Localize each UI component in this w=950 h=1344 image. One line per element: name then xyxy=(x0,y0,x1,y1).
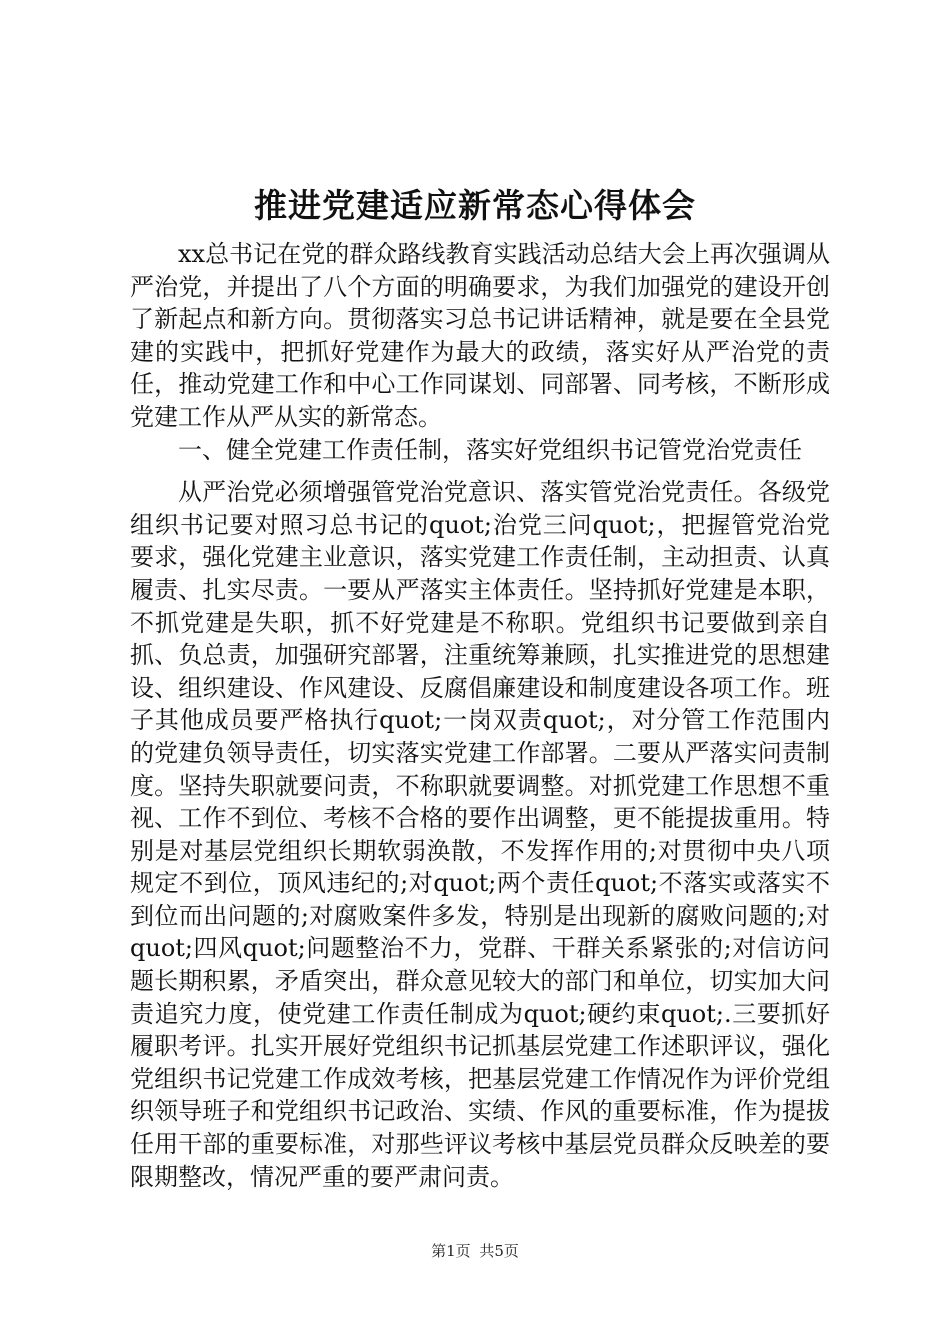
section-heading: 一、健全党建工作责任制，落实好党组织书记管党治党责任 xyxy=(178,435,802,464)
document-body xyxy=(130,238,830,1193)
page-footer xyxy=(0,1240,950,1261)
document-title: 推进党建适应新常态心得体会 xyxy=(254,186,696,225)
page-total: 共5页 xyxy=(479,1242,519,1260)
page-number: 第1页 xyxy=(431,1242,471,1260)
section-paragraph: 从严治党必须增强管党治党意识、落实管党治党责任。各级党组织书记要对照习总书记的quot;治党三问quot;，把握管党治党要求，强化党建主业意识，落实党建工作责任制，主动担责、认真履责、扎实尽责。一要从严落实主体责任。坚持抓好党建是本职，不抓党建是失职，抓不好党建是不称职。党组织书记要做到亲自抓、负总责，加强研究部署，注重统筹兼顾，扎实推进党的思想建设、组织建设、作风建设、反腐倡廉建设和制度建设各项工作。班子其他成员要严格执行quot;一岗双责quot;，对分管工作范围内的党建负领导责任，切实落实党建工作部署。二要从严落实问责制度。坚持失职就要问责，不称职就要调整。对抓党建工作思想不重视、工作不到位、考核不合格的要作出调整，更不能提拔重用。特别是对基层党组织长期软弱涣散，不发挥作用的;对贯彻中央八项规定不到位，顶风违纪的;对quot;两个责任quot;不落实或落实不到位而出问题的;对腐败案件多发，特别是出现新的腐败问题的;对quot;四风quot;问题整治不力，党群、干群关系紧张的;对信访问题长期积累，矛盾突出，群众意见较大的部门和单位，切实加大问责追究力度，使党建工作责任制成为quot;硬约束quot;.三要抓好履职考评。扎实开展好党组织书记抓基层党建工作述职评议，强化党组织书记党建工作成效考核，把基层党建工作情况作为评价党组织领导班子和党组织书记政治、实绩、作风的重要标准，作为提拔任用干部的重要标准，对那些评议考核中基层党员群众反映差的要限期整改，情况严重的要严肃问责。 xyxy=(130,478,830,1191)
intro-paragraph: xx总书记在党的群众路线教育实践活动总结大会上再次强调从严治党，并提出了八个方面的明确要求，为我们加强党的建设开创了新起点和新方向。贯彻落实习总书记讲话精神，就是要在全县党建的实践中，把抓好党建作为最大的政绩，落实好从严治党的责任，推动党建工作和中心工作同谋划、同部署、同考核，不断形成党建工作从严从实的新常态。 xyxy=(130,240,830,431)
